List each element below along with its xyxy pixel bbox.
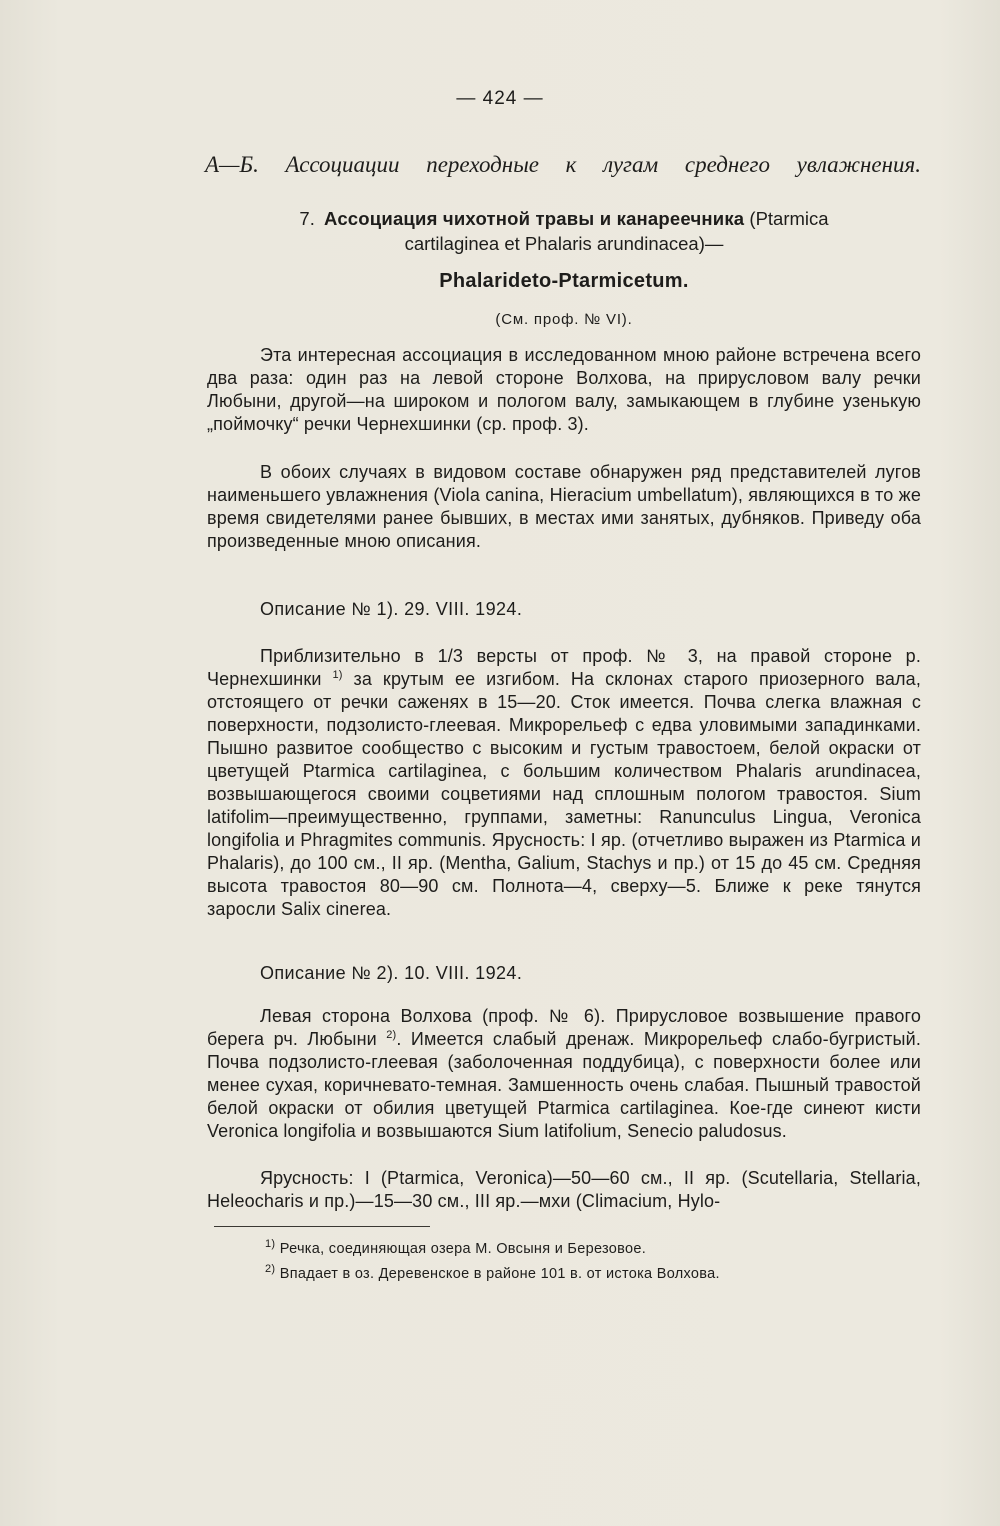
section-title-word: увлажнения. (796, 152, 921, 177)
paragraph-species: В обоих случаях в видовом составе обнаружен ряд представителей лугов наименьшего увлажнения (Viola canina, Hieracium umbellatum), являющихся в то же время свидетелями ранее бывших, в местах ими занятых, дубняков. Приведу оба произведенные мною описания. (207, 462, 921, 551)
section-title-word: лугам (603, 152, 659, 177)
section-title-prefix: А—Б. (205, 152, 259, 177)
footnote-mark: 1) (265, 1238, 276, 1251)
description-1-heading: Описание № 1). 29. VIII. 1924. (260, 599, 523, 619)
description-2-heading: Описание № 2). 10. VIII. 1924. (260, 963, 523, 983)
page-number: — 424 — (456, 88, 544, 109)
footnote-1 (265, 1238, 647, 1257)
footnote-ref-2[interactable]: 2) (386, 1029, 397, 1041)
text-run: . Имеется слабый дренаж. Микрорельеф слабо-бугристый. Почва подзолисто-глеевая (заболоченная поддубица), с поверхности более или менее сухая, коричневато-темная. Замшенность очень слабая. Пышный травостой белой окраски от обилия цветущей Ptarmica cartilaginea. Кое-где синеют кисти Veronica longifolia и возвышаются Sium latifolium, Senecio paludosus. (207, 1029, 921, 1141)
section-title-word: среднего (684, 152, 770, 177)
fraction: 1/3 (437, 646, 464, 666)
text-run: Левая сторона Волхова (проф. № 6). Прирусловое возвышение правого берега рч. Любыни (207, 1006, 921, 1049)
paragraph-description-1 (207, 645, 921, 921)
paragraph-layering: Ярусность: I (Ptarmica, Veronica)—50—60 см., II яр. (Scutellaria, Stellaria, Heleocharis и пр.)—15—30 см., III яр.—мхи (Climacium, Hylo- (207, 1168, 921, 1211)
paragraph-description-2 (207, 1005, 921, 1143)
footnote-text: Впадает в оз. Деревенское в районе 101 в. от истока Волхова. (279, 1266, 720, 1282)
footnote-mark: 2) (265, 1263, 276, 1276)
association-title-latin-cont: cartilaginea et Phalaris arundinacea)— (404, 233, 724, 254)
section-title (205, 152, 921, 178)
footnote-divider (214, 1226, 430, 1227)
text-run: версты от проф. № 3, на правой стороне р. Чернехшинки (207, 646, 921, 689)
association-latin-name: Phalarideto-Ptarmicetum. (439, 270, 689, 292)
section-title-word: Ассоциации (285, 152, 400, 177)
association-title-latin: (Ptarmica (749, 208, 829, 229)
profile-reference: (См. проф. № VI). (495, 311, 633, 328)
paragraph-intro: Эта интересная ассоциация в исследованном мною районе встречена всего два раза: один раз на левой стороне Волхова, на прирусловом валу речки Любыни, другой—на широком и пологом валу, замыкающем в глубине узенькую „поймочку“ речки Чернехшинки (ср. проф. 3). (207, 345, 921, 434)
footnote-2 (265, 1263, 720, 1282)
association-heading (207, 206, 921, 256)
section-title-word: к (565, 152, 577, 177)
footnote-text: Речка, соединяющая озера М. Овсыня и Березовое. (279, 1241, 647, 1257)
footnote-ref-1[interactable]: 1) (332, 669, 343, 681)
section-title-word: переходные (426, 152, 539, 177)
text-run: Приблизительно в (260, 646, 438, 666)
text-run: за крутым ее изгибом. На склонах старого приозерного вала, отстоящего от речки саженях в 15—20. Сток имеется. Почва слегка влажная с поверхности, подзолисто-глеевая. Микрорельеф с едва уловимыми западинками. Пышно развитое сообщество с высоким и густым травостоем, белой окраски от цветущей Ptarmica cartilaginea, с большим количеством Phalaris arundinacea, возвышающегося своими соцветиями над сплошным пологом травостоя. Sium latifolim—преимущественно, группами, заметны: Ranunculus Lingua, Veronica longifolia и Phragmites communis. Ярусность: I яр. (отчетливо выражен из Ptarmica и Phalaris), до 100 см., II яр. (Mentha, Galium, Stachys и пр.) от 15 до 45 см. Средняя высота травостоя 80—90 см. Полнота—4, сверху—5. Ближе к реке тянутся заросли Salix cinerea. (207, 669, 921, 919)
association-title-ru: Ассоциация чихотной травы и канареечника (324, 208, 745, 229)
association-number: 7. (299, 208, 315, 229)
